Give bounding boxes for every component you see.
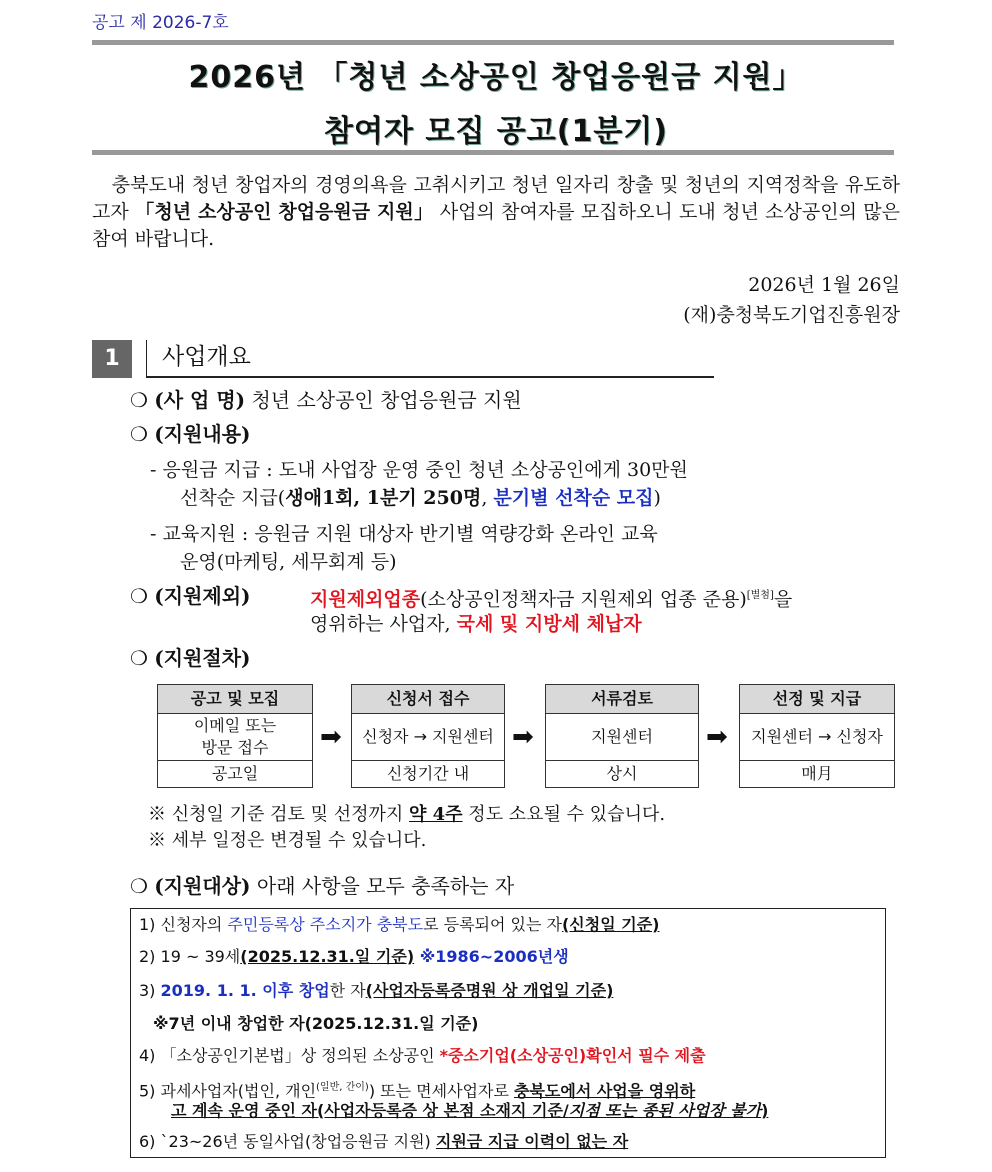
flow-step-foot: 신청기간 내 [386,764,470,783]
flow-step-2 [351,684,505,788]
flow-step-1 [157,684,313,788]
flow-step-head: 공고 및 모집 [158,685,312,714]
issuing-organization: (재)충청북도기업진흥원장 [683,304,900,326]
eligibility-row-4: 4) 「소상공인기본법」상 정의된 소상공인 *중소기업(소상공인)확인서 필수 제출 [139,1046,706,1065]
page-title: 2026년 「청년 소상공인 창업응원금 지원」 [188,60,804,95]
eligibility-row-6: 6) `23~26년 동일사업(창업응원금 지원) 지원금 지급 이력이 없는 자 [139,1132,629,1151]
eligibility-row-5-cont: 고 계속 운영 중인 자(사업자등록증 상 본점 소재지 기준/지점 또는 종된 사업장 불가) [171,1101,769,1120]
flow-step-4 [739,684,895,788]
section-divider [146,340,147,378]
note-schedule-change: ※ 세부 일정은 변경될 수 있습니다. [148,830,427,851]
notice-date: 2026년 1월 26일 [748,274,900,296]
exclusion-line1: 지원제외업종(소상공인정책자금 지원제외 업종 준용)[별첨]을 [310,588,793,611]
flow-step-body: 신청자 → 지원센터 [352,714,504,761]
flow-step-foot: 매月 [801,764,833,783]
flow-step-body: 지원센터 → 신청자 [740,714,894,761]
content-education-line1: - 교육지원 : 응원금 지원 대상자 반기별 역량강화 온라인 교육 [150,523,658,545]
bullet-icon: ❍ [130,874,148,898]
bullet-icon: ❍ [130,422,148,446]
bullet-icon: ❍ [130,646,148,670]
exclusion-line2: 영위하는 사업자, 국세 및 지방세 체납자 [310,613,642,635]
eligibility-box [130,908,886,1158]
notice-number: 공고 제 2026-7호 [92,13,229,33]
arrow-right-icon: ➡ [320,722,342,752]
section-number: 1 [92,340,132,378]
arrow-right-icon: ➡ [706,722,728,752]
content-cash-line1: - 응원금 지급 : 도내 사업장 운영 중인 청년 소상공인에게 30만원 [150,459,688,481]
content-education-line2: 운영(마케팅, 세무회계 등) [180,551,397,573]
flow-step-head: 선정 및 지급 [740,685,894,714]
flow-step-foot: 공고일 [211,764,259,783]
arrow-right-icon: ➡ [512,722,534,752]
note-review-period: ※ 신청일 기준 검토 및 선정까지 약 4주 정도 소요될 수 있습니다. [148,804,666,825]
flow-step-body: 지원센터 [546,714,698,761]
bullet-icon: ❍ [130,584,148,608]
section-title: 사업개요 [162,344,251,370]
eligibility-row-2: 2) 19 ~ 39세(2025.12.31.일 기준) ※1986~2006년생 [139,947,569,966]
project-name-item: ❍ (사 업 명) 청년 소상공인 창업응원금 지원 [130,388,522,412]
content-cash-line2: 선착순 지급(생애1회, 1분기 250명, 분기별 선착순 모집) [180,487,661,509]
support-content-item: ❍ (지원내용) [130,422,251,446]
flow-step-foot: 상시 [606,764,638,783]
eligibility-row-3-note: ※7년 이내 창업한 자(2025.12.31.일 기준) [153,1014,479,1033]
flow-step-head: 신청서 접수 [352,685,504,714]
eligibility-row-1: 1) 신청자의 주민등록상 주소지가 충북도로 등록되어 있는 자(신청일 기준) [139,915,660,934]
bullet-icon: ❍ [130,388,148,412]
procedure-item: ❍ (지원절차) [130,646,251,670]
page-subtitle: 참여자 모집 공고(1분기) [323,114,668,149]
exclusion-item: ❍ (지원제외) [130,584,251,608]
flow-step-3 [545,684,699,788]
eligibility-row-3: 3) 2019. 1. 1. 이후 창업한 자(사업자등록증명원 상 개업일 기준) [139,981,614,1000]
section-underline [146,376,714,378]
target-item: ❍ (지원대상) 아래 사항을 모두 충족하는 자 [130,874,515,898]
program-name: 「청년 소상공인 창업응원금 지원」 [135,201,434,223]
eligibility-row-5: 5) 과세사업자(법인, 개인$^{(일반, 간이)}$) 또는 면세사업자로 충북도에서 사업을 영위하 [139,1081,696,1101]
flow-step-head: 서류검토 [546,685,698,714]
intro-paragraph: 충북도내 청년 창업자의 경영의욕을 고취시키고 청년 일자리 창출 및 청년의 지역정착을 유도하고자 「청년 소상공인 창업응원금 지원」 사업의 참여자를 모집하오니 도내 청년 소상공인의 많은 참여 바랍니다. [92,174,900,250]
title-bottom-rule [92,150,894,155]
top-rule [92,40,894,45]
flow-step-body: 이메일 또는 방문 접수 [158,714,312,761]
